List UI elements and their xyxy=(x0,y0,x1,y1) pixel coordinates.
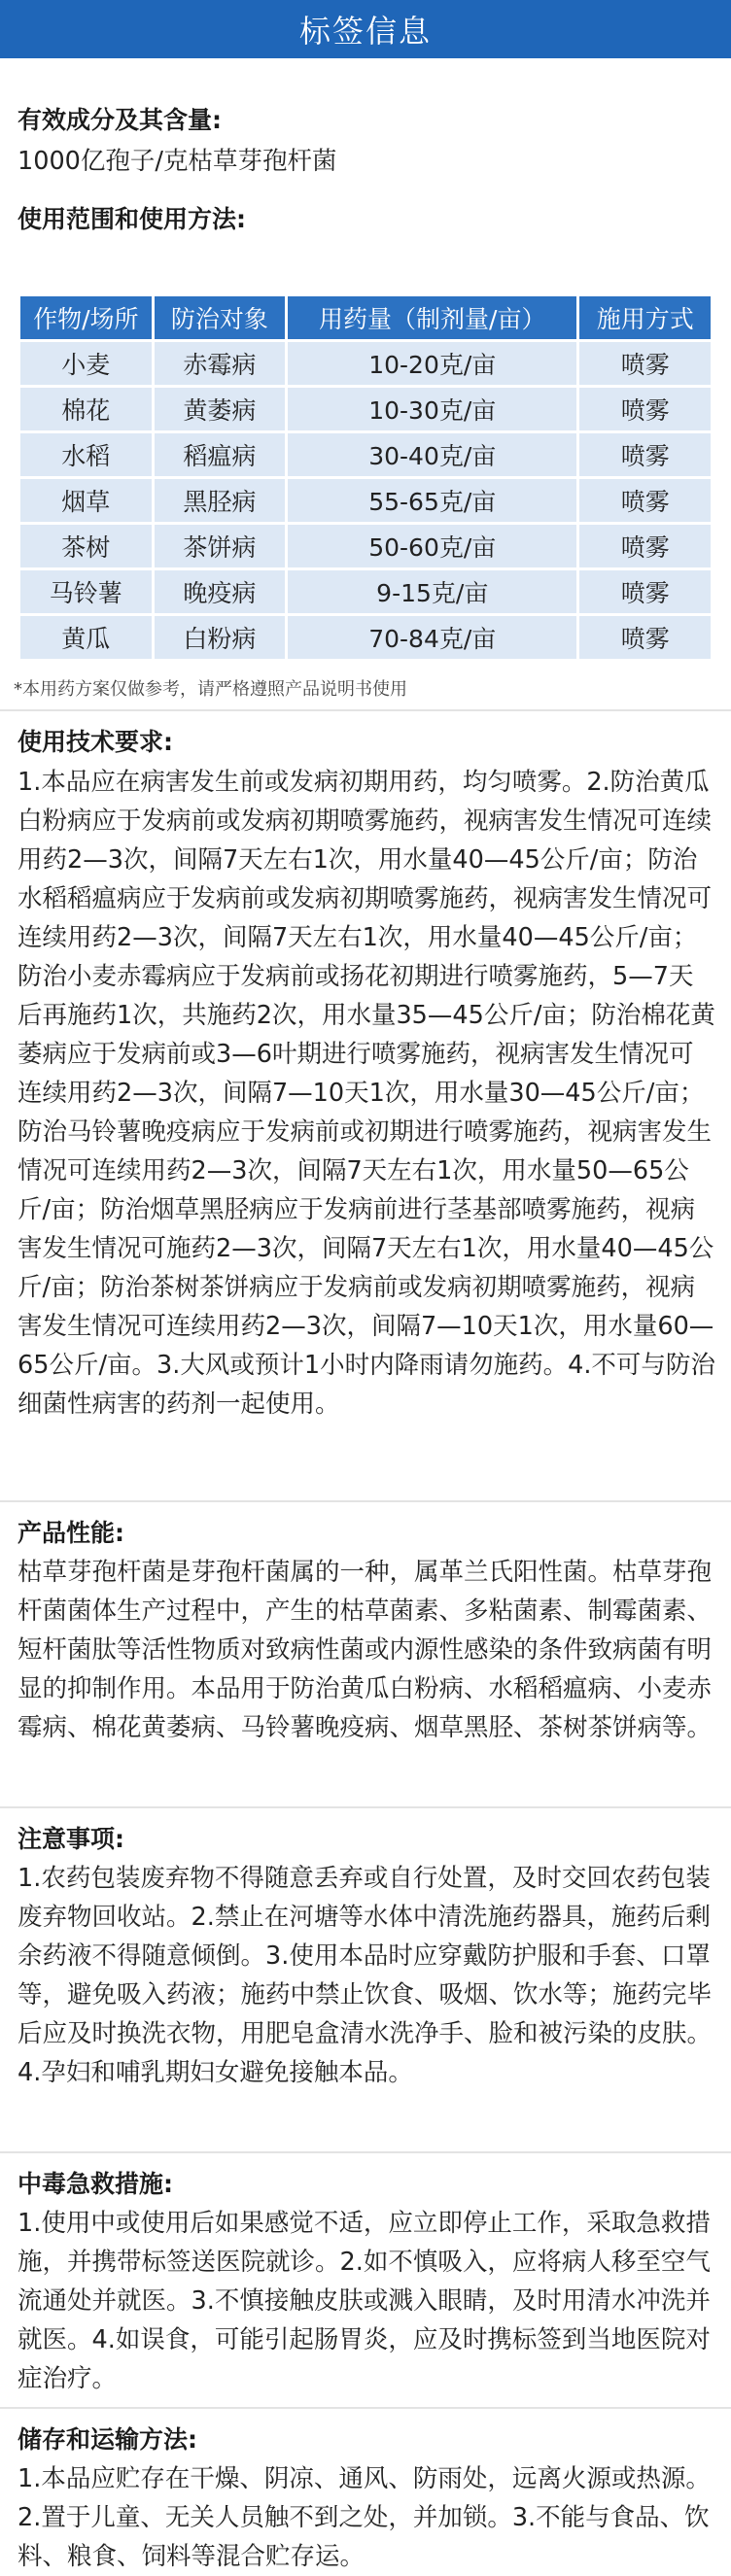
usage-note: *本用药方案仅做参考，请严格遵照产品说明书使用 xyxy=(14,679,407,700)
performance-title: 产品性能: xyxy=(17,1519,124,1547)
page-title: 标签信息 xyxy=(298,13,432,50)
column-header-crop: 作物/场所 xyxy=(20,296,152,339)
method-cell: 喷雾 xyxy=(579,525,711,567)
precautions-text: 1.农药包装废弃物不得随意丢弃或自行处置，及时交回农药包装废弃物回收站。2.禁止在河塘等水体中清洗施药器具，施药后剩余药液不得随意倾倒。3.使用本品时应穿戴防护服和手套、口罩等，避免吸入药液；施药中禁止饮食、吸烟、饮水等；施药完毕后应及时换洗衣物，用肥皂盒清水洗净手、脸和被污染的皮肤。4.孕妇和哺乳期妇女避免接触本品。 xyxy=(17,1864,713,2087)
section-divider xyxy=(0,1806,731,1808)
column-header-target: 防治对象 xyxy=(155,296,286,339)
page-header xyxy=(0,0,731,58)
target-cell: 黄萎病 xyxy=(155,388,286,430)
table-row xyxy=(20,525,711,567)
target-cell: 白粉病 xyxy=(155,616,286,659)
dosage-cell: 10-20克/亩 xyxy=(288,342,576,385)
method-cell: 喷雾 xyxy=(579,388,711,430)
method-cell: 喷雾 xyxy=(579,479,711,522)
method-cell: 喷雾 xyxy=(579,616,711,659)
crop-cell: 棉花 xyxy=(20,388,152,430)
crop-cell: 烟草 xyxy=(20,479,152,522)
table-row xyxy=(20,388,711,430)
section-divider xyxy=(0,2151,731,2153)
table-row xyxy=(20,479,711,522)
target-cell: 赤霉病 xyxy=(155,342,286,385)
firstaid-text: 1.使用中或使用后如果感觉不适，应立即停止工作，采取急救措施，并携带标签送医院就诊。2.如不慎吸入，应将病人移至空气流通处并就医。3.不慎接触皮肤或溅入眼睛，及时用清水冲洗并就医。4.如误食，可能引起肠胃炎，应及时携标签到当地医院对症治疗。 xyxy=(17,2209,711,2393)
dosage-cell: 50-60克/亩 xyxy=(288,525,576,567)
usage-title: 使用范围和使用方法: xyxy=(17,205,246,233)
target-cell: 茶饼病 xyxy=(155,525,286,567)
target-cell: 晚疫病 xyxy=(155,570,286,613)
crop-cell: 水稻 xyxy=(20,433,152,476)
performance-text: 枯草芽孢杆菌是芽孢杆菌属的一种，属革兰氏阳性菌。枯草芽孢杆菌菌体生产过程中，产生的枯草菌素、多粘菌素、制霉菌素、短杆菌肽等活性物质对致病性菌或内源性感染的条件致病菌有明显的抑制作用。本品用于防治黄瓜白粉病、水稻稻瘟病、小麦赤霉病、棉花黄萎病、马铃薯晚疫病、烟草黑胫、茶树茶饼病等。 xyxy=(17,1558,713,1742)
section-divider xyxy=(0,709,731,711)
crop-cell: 小麦 xyxy=(20,342,152,385)
dosage-cell: 70-84克/亩 xyxy=(288,616,576,659)
column-header-dosage: 用药量（制剂量/亩） xyxy=(288,296,576,339)
method-cell: 喷雾 xyxy=(579,433,711,476)
table-row xyxy=(20,570,711,613)
crop-cell: 黄瓜 xyxy=(20,616,152,659)
dosage-cell: 30-40克/亩 xyxy=(288,433,576,476)
dosage-cell: 10-30克/亩 xyxy=(288,388,576,430)
ingredient-title: 有效成分及其含量: xyxy=(17,106,222,134)
section-divider xyxy=(0,1500,731,1502)
ingredient-value: 1000亿孢子/克枯草芽孢杆菌 xyxy=(17,147,337,176)
crop-cell: 茶树 xyxy=(20,525,152,567)
target-cell: 黑胫病 xyxy=(155,479,286,522)
dosage-cell: 55-65克/亩 xyxy=(288,479,576,522)
storage-text: 1.本品应贮存在干燥、阴凉、通风、防雨处，远离火源或热源。2.置于儿童、无关人员触不到之处，并加锁。3.不能与食品、饮料、粮食、饲料等混合贮存运。 xyxy=(17,2464,711,2571)
method-cell: 喷雾 xyxy=(579,570,711,613)
method-cell: 喷雾 xyxy=(579,342,711,385)
crop-cell: 马铃薯 xyxy=(20,570,152,613)
tech-title: 使用技术要求: xyxy=(17,728,173,756)
table-row xyxy=(20,433,711,476)
storage-title: 储存和运输方法: xyxy=(17,2425,197,2454)
precautions-title: 注意事项: xyxy=(17,1825,124,1853)
table-row xyxy=(20,616,711,659)
dosage-cell: 9-15克/亩 xyxy=(288,570,576,613)
target-cell: 稻瘟病 xyxy=(155,433,286,476)
usage-table xyxy=(17,293,714,662)
tech-text: 1.本品应在病害发生前或发病初期用药，均匀喷雾。2.防治黄瓜白粉病应于发病前或发病初期喷雾施药，视病害发生情况可连续用药2—3次，间隔7天左右1次，用水量40—45公斤/亩；防治水稻稻瘟病应于发病前或发病初期喷雾施药，视病害发生情况可连续用药2—3次，间隔7天左右1次，用水量40—45公斤/亩；防治小麦赤霉病应于发病前或扬花初期进行喷雾施药，5—7天后再施药1次，共施药2次，用水量35—45公斤/亩；防治棉花黄萎病应于发病前或3—6叶期进行喷雾施药，视病害发生情况可连续用药2—3次，间隔7—10天1次，用水量30—45公斤/亩；防治马铃薯晚疫病应于发病前或初期进行喷雾施药，视病害发生情况可连续用药2—3次，间隔7天左右1次，用水量50—65公斤/亩；防治烟草黑胫病应于发病前进行茎基部喷雾施药，视病害发生情况可施药2—3次，间隔7天左右1次，用水量40—45公斤/亩；防治茶树茶饼病应于发病前或发病初期喷雾施药，视病害发生情况可连续用药2—3次，间隔7—10天1次，用水量60—65公斤/亩。3.大风或预计1小时内降雨请勿施药。4.不可与防治细菌性病害的药剂一起使用。 xyxy=(17,768,715,1419)
column-header-method: 施用方式 xyxy=(579,296,711,339)
usage-table-header-row xyxy=(20,296,711,339)
firstaid-title: 中毒急救措施: xyxy=(17,2170,173,2198)
table-row xyxy=(20,342,711,385)
section-divider xyxy=(0,2407,731,2409)
